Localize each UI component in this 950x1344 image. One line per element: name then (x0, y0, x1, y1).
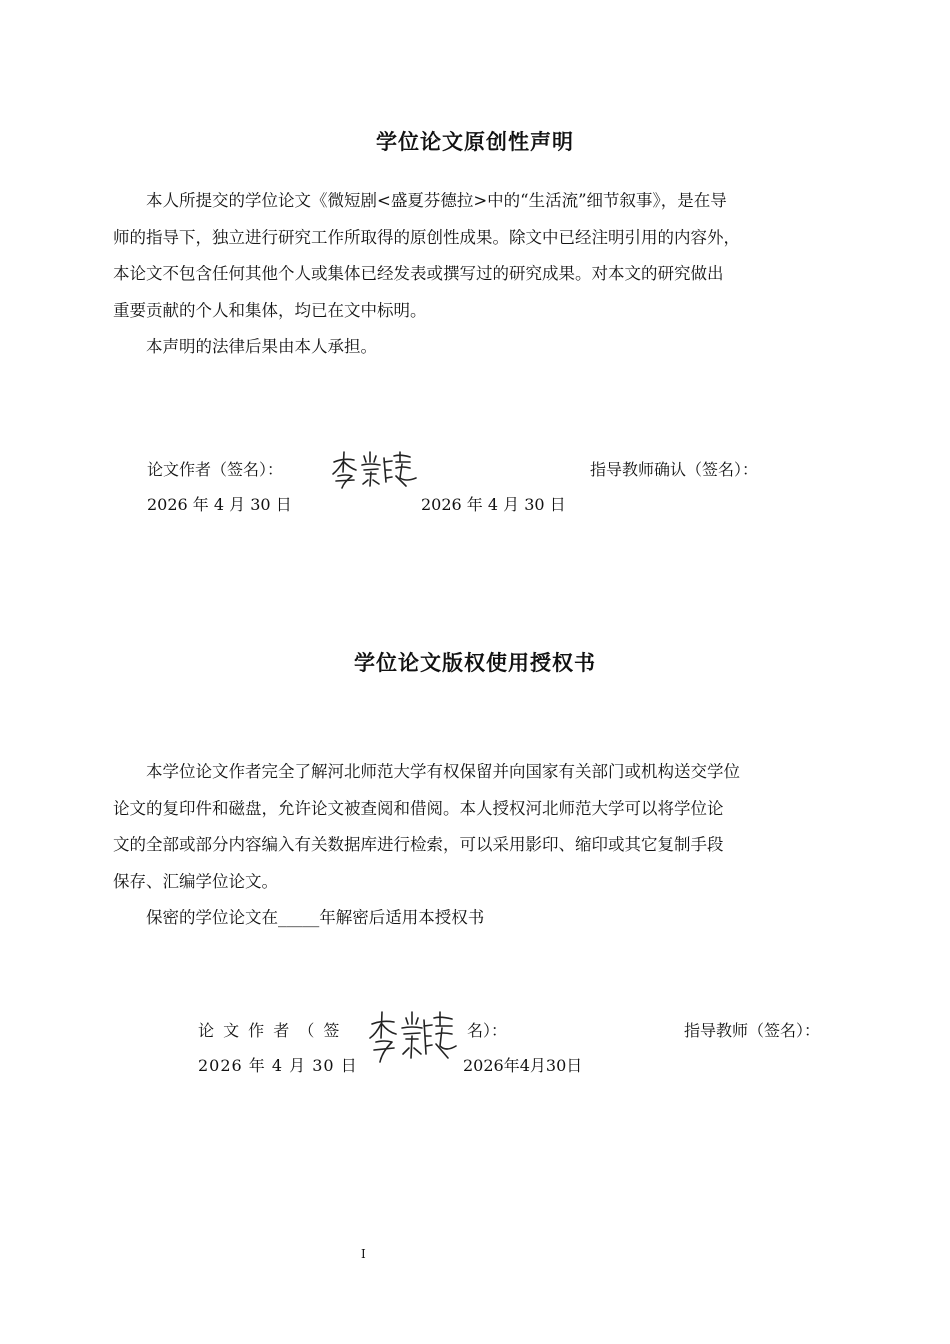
authorization-line: 论文的复印件和磁盘，允许论文被查阅和借阅。本人授权河北师范大学可以将学位论 (113, 798, 724, 818)
authorization-advisor-date: 2026年4月30日 (463, 1056, 583, 1075)
authorization-title: 学位论文版权使用授权书 (354, 651, 596, 675)
authorization-line: 保存、汇编学位论文。 (113, 871, 278, 891)
declaration-author-date: 2026 年 4 月 30 日 (147, 495, 292, 514)
authorization-author-signature (366, 1008, 458, 1068)
declaration-author-signature (330, 448, 418, 490)
authorization-line: 保密的学位论文在_____年解密后适用本授权书 (146, 908, 485, 927)
declaration-advisor-label: 指导教师确认（签名）： (590, 460, 759, 479)
page-number: I (361, 1247, 366, 1261)
authorization-line: 文的全部或部分内容编入有关数据库进行检索，可以采用影印、缩印或其它复制手段 (113, 835, 724, 854)
declaration-line: 本论文不包含任何其他个人或集体已经发表或撰写过的研究成果。对本文的研究做出 (113, 264, 724, 283)
declaration-author-label: 论文作者（签名）： (147, 460, 284, 479)
authorization-author-label-start: 论 文 作 者 （ 签 (198, 1021, 342, 1040)
declaration-advisor-date: 2026 年 4 月 30 日 (421, 495, 566, 514)
declaration-title: 学位论文原创性声明 (376, 130, 574, 154)
authorization-author-label-end: 名）： (467, 1021, 508, 1040)
declaration-line: 师的指导下，独立进行研究工作所取得的原创性成果。除文中已经注明引用的内容外， (113, 227, 740, 247)
declaration-line: 重要贡献的个人和集体，均已在文中标明。 (113, 300, 427, 320)
declaration-body (113, 183, 837, 366)
authorization-advisor-label: 指导教师（签名）： (684, 1021, 821, 1040)
authorization-author-date: 2026 年 4 月 30 日 (198, 1056, 358, 1075)
declaration-line: 本人所提交的学位论文《微短剧<盛夏芬德拉>中的“生活流”细节叙事》，是在导 (146, 191, 727, 210)
authorization-body (113, 754, 837, 937)
declaration-line: 本声明的法律后果由本人承担。 (146, 337, 377, 356)
authorization-line: 本学位论文作者完全了解河北师范大学有权保留并向国家有关部门或机构送交学位 (146, 762, 740, 781)
